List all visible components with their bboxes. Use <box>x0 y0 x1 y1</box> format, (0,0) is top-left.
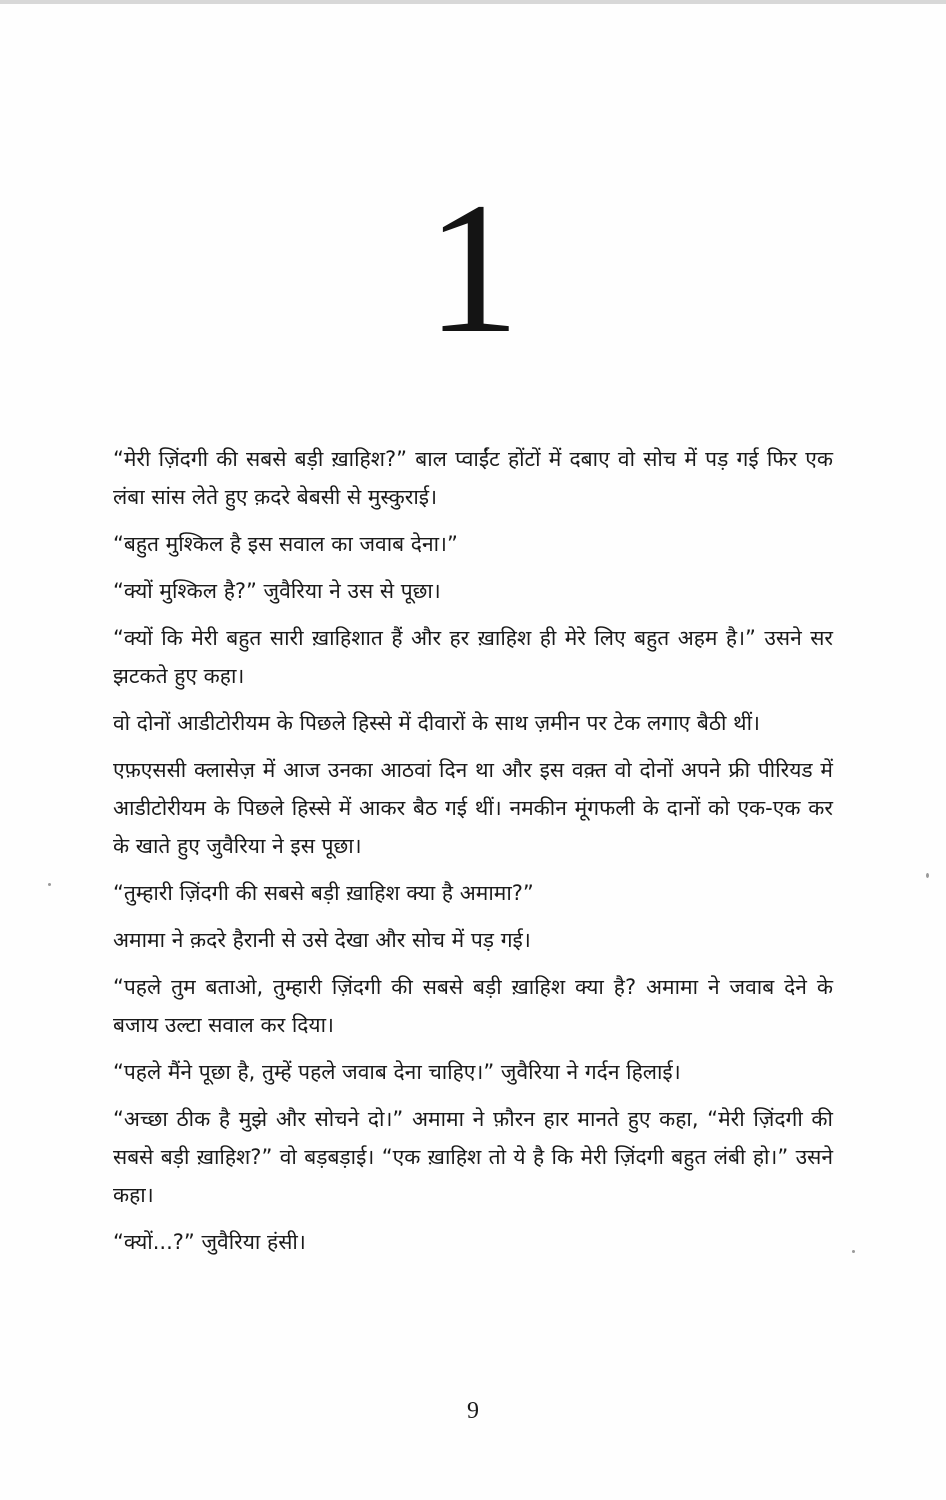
scan-speck <box>926 873 929 878</box>
paragraph: “पहले तुम बताओ, तुम्हारी ज़िंदगी की सबसे बड़ी ख़ाहिश क्या है? अमामा ने जवाब देने के बजाय उल्टा सवाल कर दिया। <box>113 975 833 1037</box>
scan-speck <box>48 883 51 886</box>
page-edge <box>0 0 946 4</box>
paragraph: “क्यों...?” जुवैरिया हंसी। <box>113 1230 306 1254</box>
paragraph: वो दोनों आडीटोरीयम के पिछले हिस्से में दीवारों के साथ ज़मीन पर टेक लगाए बैठी थीं। <box>113 711 760 735</box>
scan-speck <box>852 1250 855 1253</box>
page-number: 9 <box>467 1398 479 1424</box>
paragraph: “पहले मैंने पूछा है, तुम्हें पहले जवाब देना चाहिए।” जुवैरिया ने गर्दन हिलाई। <box>113 1060 681 1084</box>
paragraph: “अच्छा ठीक है मुझे और सोचने दो।” अमामा ने फ़ौरन हार मानते हुए कहा, “मेरी ज़िंदगी की सबसे बड़ी ख़ाहिश?” वो बड़बड़ाई। “एक ख़ाहिश तो ये है कि मेरी ज़िंदगी बहुत लंबी हो।” उसने कहा। <box>113 1107 833 1207</box>
paragraph: एफ़एससी क्लासेज़ में आज उनका आठवां दिन था और इस वक़्त वो दोनों अपने फ्री पीरियड में आडीटोरीयम के पिछले हिस्से में आकर बैठ गई थीं। नमकीन मूंगफली के दानों को एक-एक कर के खाते हुए जुवैरिया ने इस पूछा। <box>113 758 833 858</box>
paragraph: “मेरी ज़िंदगी की सबसे बड़ी ख़ाहिश?” बाल प्वाईंट होंटों में दबाए वो सोच में पड़ गई फिर एक लंबा सांस लेते हुए क़दरे बेबसी से मुस्कुराई। <box>113 447 833 509</box>
chapter-body <box>113 440 833 1270</box>
paragraph: “बहुत मुश्किल है इस सवाल का जवाब देना।” <box>113 532 458 556</box>
paragraph: “तुम्हारी ज़िंदगी की सबसे बड़ी ख़ाहिश क्या है अमामा?” <box>113 881 534 905</box>
paragraph: “क्यों मुश्किल है?” जुवैरिया ने उस से पूछा। <box>113 579 441 603</box>
paragraph: “क्यों कि मेरी बहुत सारी ख़ाहिशात हैं और हर ख़ाहिश ही मेरे लिए बहुत अहम है।” उसने सर झटकते हुए कहा। <box>113 626 833 688</box>
chapter-number: 1 <box>426 163 520 372</box>
paragraph: अमामा ने क़दरे हैरानी से उसे देखा और सोच में पड़ गई। <box>113 928 531 952</box>
